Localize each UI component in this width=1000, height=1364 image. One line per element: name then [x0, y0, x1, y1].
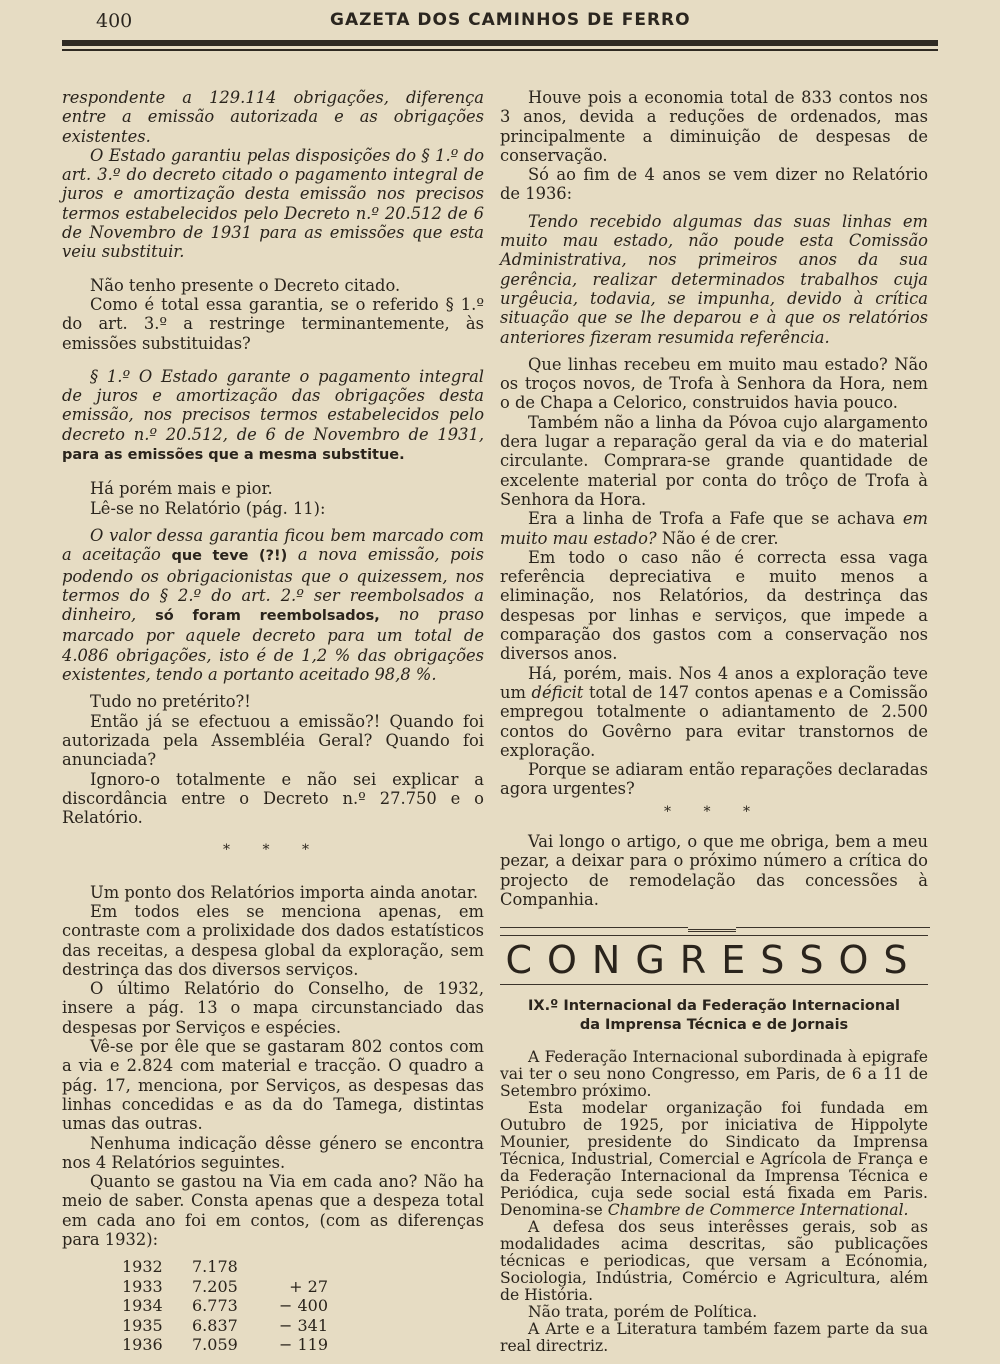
left-column: [62, 88, 484, 1355]
table-row: [122, 1277, 328, 1297]
paragraph: Houve pois a economia total de 833 contos nos 3 anos, devida a reduções de ordenados, mas principalmente a diminuição de despesas de conservação.: [500, 88, 928, 165]
paragraph: Nenhuma indicação dêsse género se encontra nos 4 Relatórios seguintes.: [62, 1133, 484, 1172]
diff-cell: − 400: [278, 1296, 328, 1316]
quote-text: a nova emissão, pois podendo os obrigacionistas que o quizessem, nos termos do § 2.º do art. 2.º ser reembolsados a dinheiro,: [62, 545, 484, 625]
year-cell: 1935: [122, 1315, 163, 1335]
paragraph: Há porém mais e pior.: [90, 479, 273, 499]
diff-cell: + 27: [289, 1276, 328, 1296]
quote-bold-text: para as emissões que a mesma substitue.: [62, 447, 405, 464]
right-column: [500, 88, 928, 1355]
year-cell: 1932: [122, 1257, 163, 1277]
paragraph: respondente a 129.114 obrigações, diferença entre a emissão autorizada e as obrigações existentes.: [62, 88, 484, 146]
quote-text: O valor dessa garantia ficou bem marcado com a aceitação: [62, 525, 484, 565]
section-separator-stars: * * *: [664, 803, 764, 820]
text: Não é de crer.: [661, 528, 779, 548]
train-ornament-icon: [688, 917, 736, 932]
diff-cell: − 341: [278, 1315, 328, 1335]
paragraph: Vai longo o artigo, o que me obriga, bem a meu pezar, a deixar para o próximo número a crítica do projecto de remodelação das concessões à Companhia.: [500, 831, 928, 909]
quote-bold-text: que teve (?!): [171, 548, 288, 565]
paragraph: Em todo o caso não é correcta essa vaga referência depreciativa e muito menos a eliminação, nos Relatórios, da destrinça das despesas por linhas e serviços, que impede a comparação dos gastos com a conservação nos diversos anos.: [500, 547, 928, 664]
paragraph: O último Relatório do Conselho, de 1932, insere a pág. 13 o mapa circunstanciado das despesas por Serviços e espécies.: [62, 979, 484, 1037]
value-cell: 7.178: [192, 1257, 238, 1277]
quoted-paragraph: [62, 367, 484, 465]
paragraph: Ignoro-o totalmente e não sei explicar a discordância entre o Decreto n.º 27.750 e o Relatório.: [62, 769, 484, 828]
section-heading: CONGRESSOS: [505, 938, 923, 983]
paragraph: [500, 509, 928, 548]
paragraph: A Federação Internacional subordinada à epigrafe vai ter o seu nono Congresso, em Paris, de 6 a 11 de Setembro próximo.: [500, 1048, 928, 1101]
text: Esta modelar organização foi fundada em Outubro de 1925, por iniciativa de Hippolyte Mounier, presidente do Sindicato da Imprensa Técnica, Industrial, Comercial e Agrícola de França e da Federação Internacional da Imprensa Técnica e Periódica, cuja sede social está fixada em Paris. Denomina-se: [500, 1099, 928, 1220]
quote-text: no praso marcado por aquele decreto para um total de 4.086 obrigações, isto é de 1,2 % das obrigações existentes, tendo a portanto aceitado 98,8 %.: [62, 605, 484, 685]
paragraph: Porque se adiaram então reparações declaradas agora urgentes?: [500, 760, 928, 799]
value-cell: 7.205: [192, 1276, 238, 1296]
paragraph: Então já se efectuou a emissão?! Quando foi autorizada pela Assembléia Geral? Quando foi anunciada?: [62, 711, 484, 770]
table-row: [122, 1335, 328, 1355]
year-cell: 1934: [122, 1296, 163, 1316]
paragraph: [500, 664, 928, 760]
text: Há, porém, mais. Nos 4 anos a exploração teve um: [500, 663, 928, 702]
paragraph: A Arte e a Literatura também fazem parte da sua real directriz.: [500, 1320, 928, 1356]
table-row: [122, 1257, 328, 1277]
value-cell: 7.059: [192, 1335, 238, 1355]
diff-cell: [268, 1257, 328, 1277]
paragraph: Não tenho presente o Decreto citado.: [90, 275, 401, 295]
paragraph: Como é total essa garantia, se o referido § 1.º do art. 3.º a restringe terminantemente, às emissões substituidas?: [62, 294, 484, 353]
quoted-paragraph: [62, 526, 484, 684]
paragraph: Em todos eles se menciona apenas, em contraste com a prolixidade dos dados estatísticos das receitas, a despesa global da exploração, sem destrinça das dos diversos serviços.: [62, 901, 484, 979]
journal-title: GAZETA DOS CAMINHOS DE FERRO: [330, 10, 691, 30]
text: total de 147 contos apenas e a Comissão empregou totalmente o adiantamento de 2.500 contos do Govêrno para evitar transtornos de exploração.: [500, 682, 928, 760]
section-separator-stars: * * *: [223, 842, 323, 859]
emphasis-text: Chambre de Commerce International.: [607, 1201, 909, 1220]
paragraph: Não trata, porém de Política.: [528, 1303, 758, 1322]
paragraph: Só ao fim de 4 anos se vem dizer no Relatório de 1936:: [500, 165, 928, 204]
article-subheading: IX.º Internacional da Federação Internacional da Imprensa Técnica e de Jornais: [528, 998, 900, 1034]
paragraph: A defesa dos seus interêsses gerais, sob as modalidades acima descritas, são publicações técnicas e periodicas, que versam a Ecónomia, Sociologia, Indústria, Comércio e Agricultura, além de História.: [500, 1218, 928, 1305]
paragraph: O Estado garantiu pelas disposições do § 1.º do art. 3.º do decreto citado o pagamento integral de juros e amortização desta emissão nos precisos termos estabelecidos pelo Decreto n.º 20.512 de 6 de Novembro de 1931 para as emissões que esta veiu substituir.: [62, 145, 484, 262]
paragraph: Quanto se gastou na Via em cada ano? Não ha meio de saber. Consta apenas que a despeza total em cada ano foi em contos, (com as diferenças para 1932):: [62, 1172, 484, 1250]
page-number: 400: [96, 10, 133, 32]
diff-cell: − 119: [278, 1335, 328, 1355]
quote-text: § 1.º O Estado garante o pagamento integral de juros e amortização das obrigações desta emissão, nos precisos termos estabelecidos pelo decreto n.º 20.512, de 6 de Novembro de 1931,: [62, 366, 484, 444]
paragraph: Um ponto dos Relatórios importa ainda anotar.: [90, 882, 478, 902]
paragraph: [500, 1100, 928, 1219]
header-rule-thick: [62, 40, 938, 46]
ornament-divider: [500, 917, 930, 931]
header-rule-thin: [62, 49, 938, 51]
congress-article: [500, 1049, 928, 1355]
paragraph: Que linhas recebeu em muito mau estado? Não os troços novos, de Trofa à Senhora da Hora, nem o de Chapa a Celorico, construidos havia pouco.: [500, 354, 928, 413]
table-row: [122, 1296, 328, 1316]
year-cell: 1936: [122, 1335, 163, 1355]
quoted-paragraph: Tendo recebido algumas das suas linhas em muito mau estado, não poude esta Comissão Administrativa, nos primeiros anos da sua gerência, realizar determinados trabalhos cuja urgêucia, todavia, se impunha, devido à crítica situação que se lhe deparou e à que os relatórios anteriores fizeram resumida referência.: [500, 211, 928, 347]
expenses-table: [122, 1257, 328, 1355]
text: Era a linha de Trofa a Fafe que se achava: [528, 509, 896, 529]
page-header: [62, 4, 938, 56]
value-cell: 6.837: [192, 1315, 238, 1335]
emphasis-text: em muito mau estado?: [500, 509, 928, 548]
paragraph: Vê-se por êle que se gastaram 802 contos com a via e 2.824 com material e tracção. O quadro a pág. 17, menciona, por Serviços, as despesas das linhas concedidas e as da do Tamega, distintas umas das outras.: [62, 1037, 484, 1134]
paragraph: Tudo no pretérito?!: [90, 692, 251, 712]
paragraph: Lê-se no Relatório (pág. 11):: [90, 498, 326, 518]
table-row: [122, 1316, 328, 1336]
section-heading-box: [500, 935, 928, 985]
value-cell: 6.773: [192, 1296, 238, 1316]
paragraph: Também não a linha da Póvoa cujo alargamento dera lugar a reparação geral da via e do material circulante. Comprara-se grande quantidade de excelente material por conta do trôço de Trofa à Senhora da Hora.: [500, 412, 928, 509]
emphasis-text: déficit: [531, 682, 584, 702]
year-cell: 1933: [122, 1276, 163, 1296]
quote-bold-text: só foram reembolsados,: [155, 608, 380, 625]
